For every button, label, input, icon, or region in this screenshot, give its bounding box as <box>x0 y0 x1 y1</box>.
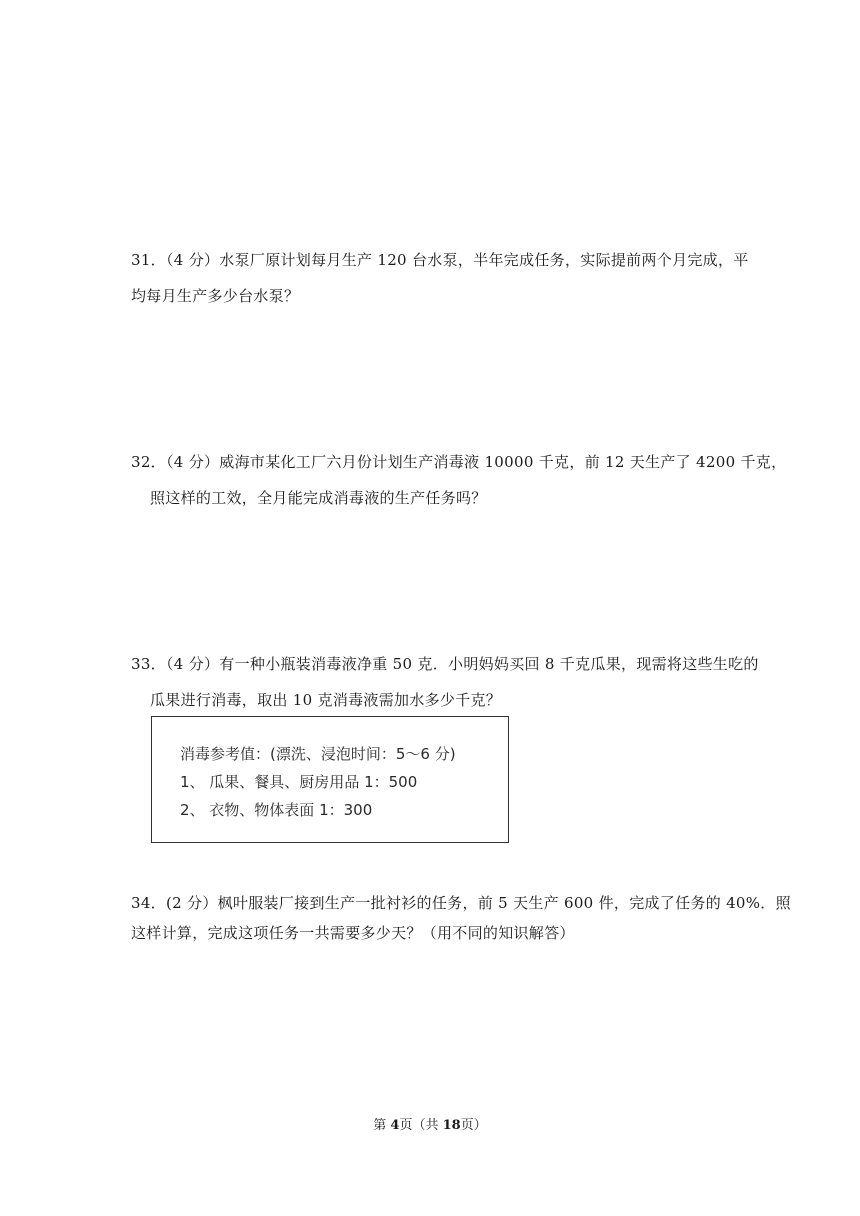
question-34-line-2: 这样计算，完成这项任务一共需要多少天？（用不同的知识解答） <box>131 924 575 942</box>
question-31-line-2: 均每月生产多少台水泵？ <box>131 287 300 305</box>
question-31-line-1: 31．（4 分）水泵厂原计划每月生产 120 台水泵，半年完成任务，实际提前两个月完成，平 <box>131 251 749 269</box>
question-33-line-2: 瓜果进行消毒，取出 10 克消毒液需加水多少千克？ <box>150 691 502 709</box>
reference-item-2: 2、 衣物、物体表面 1：300 <box>180 801 373 819</box>
footer-page-number: 4 <box>390 1118 400 1133</box>
reference-item-1: 1、 瓜果、餐具、厨房用品 1：500 <box>180 773 418 791</box>
question-34-line-1: 34．(2 分）枫叶服装厂接到生产一批衬衫的任务，前 5 天生产 600 件，完成了任务的 40%．照 <box>131 894 791 912</box>
question-32-line-1: 32．（4 分）威海市某化工厂六月份计划生产消毒液 10000 千克，前 12 天生产了 4200 千克， <box>131 453 787 471</box>
footer-middle: 页（共 <box>399 1118 443 1133</box>
question-32-line-2: 照这样的工效，全月能完成消毒液的生产任务吗？ <box>150 489 487 507</box>
question-33-line-1: 33．（4 分）有一种小瓶装消毒液净重 50 克．小明妈妈买回 8 千克瓜果，现需将这些生吃的 <box>131 655 759 673</box>
page-footer <box>0 1114 860 1133</box>
disinfectant-reference-box <box>151 716 509 843</box>
reference-title: 消毒参考值：(漂洗、浸泡时间：5～6 分) <box>180 745 456 763</box>
footer-total-pages: 18 <box>442 1118 461 1133</box>
footer-prefix: 第 <box>373 1118 391 1133</box>
footer-suffix: 页） <box>460 1118 487 1133</box>
